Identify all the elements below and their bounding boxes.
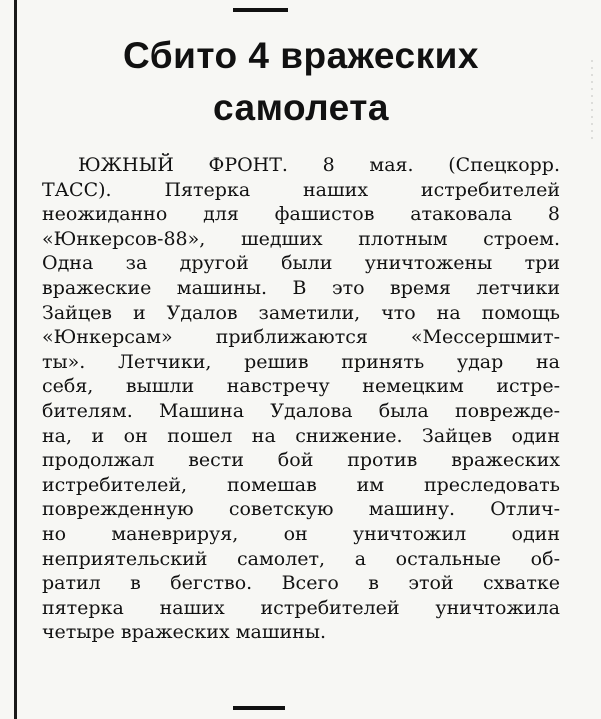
article-line-11: бителям. Машина Удалова была повреждe- — [42, 399, 560, 422]
article-line-19: пятерка наших истребителей уничтожила — [42, 596, 560, 619]
bottom-separator-rule — [233, 706, 285, 710]
article-line-5: Одна за другой были уничтожены три — [42, 252, 560, 275]
article-line-16: но маневрируя, он уничтожил один — [42, 522, 560, 545]
headline-line-2: самолета — [213, 87, 389, 128]
article-body — [42, 153, 560, 688]
article-line-18: ратил в бегство. Всего в этой схватке — [42, 572, 560, 595]
article-line-1: ЮЖНЫЙ ФРОНТ. 8 мая. (Спецкорр. — [78, 154, 560, 176]
article-line-14: истребителей, помешав им преследовать — [42, 473, 560, 496]
article-line-3: неожиданно для фашистов атаковала 8 — [42, 203, 560, 226]
left-column-rule — [14, 0, 17, 719]
print-noise-mark — [591, 60, 593, 140]
article-line-10: себя, вышли навстречу немецким истре- — [42, 375, 560, 398]
article-line-9: ты». Летчики, решив принять удар на — [42, 350, 560, 373]
article-line-7: Зайцев и Удалов заметили, что на помощь — [42, 301, 560, 324]
top-separator-rule — [233, 8, 288, 12]
article-line-6: вражеские машины. В это время летчики — [42, 276, 560, 299]
article-line-20: четыре вражеских машины. — [42, 621, 326, 644]
headline — [38, 30, 564, 134]
article-line-17: неприятельский самолет, а остальные об- — [42, 547, 560, 570]
article-line-4: «Юнкерсов-88», шедших плотным строем. — [42, 227, 560, 250]
article-line-12: на, и он пошел на снижение. Зайцев один — [42, 424, 560, 447]
article-line-8: «Юнкерсам» приближаются «Мессершмит- — [42, 326, 560, 349]
article-line-15: поврежденную советскую машину. Отлич- — [42, 498, 560, 521]
headline-line-1: Сбито 4 вражеских — [123, 35, 479, 76]
article-line-13: продолжал вести бой против вражеских — [42, 449, 560, 472]
article-line-2: ТАСС). Пятерка наших истребителей — [42, 178, 560, 201]
